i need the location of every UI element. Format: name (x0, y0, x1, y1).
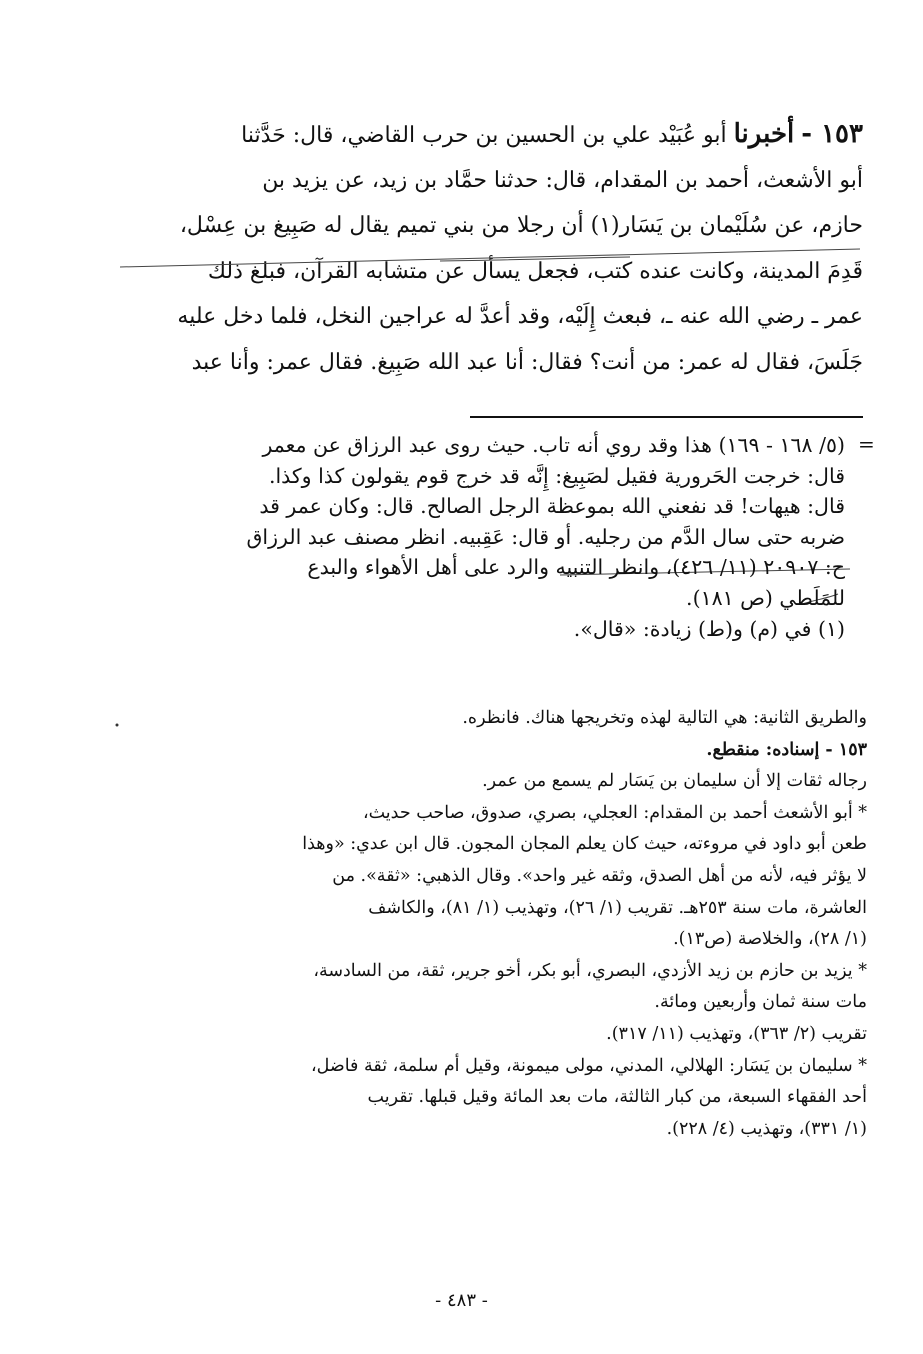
hadith-line-4: قَدِمَ المدينة، وكانت عنده كتب، فجعل يسأل عن متشابه القرآن، فبلغ ذلك (207, 258, 863, 284)
footnote-line: قال: خرجت الحَرورية فقيل لصَبِيغ: إِنَّه قد خرج قوم يقولون كذا وكذا. (268, 463, 845, 488)
commentary-line: تقريب (٢/ ٣٦٣)، وتهذيب (١١/ ٣١٧). (606, 1023, 867, 1044)
commentary-line: (١/ ٢٨)، والخلاصة (ص١٣). (673, 929, 867, 950)
footnote-line: قال: هيهات! قد نفعني الله بموعظة الرجل الصالح. قال: وكان عمر قد (259, 494, 845, 519)
commentary-line: * يزيد بن حازم بن زيد الأزدي، البصري، أبو بكر، أخو جرير، ثقة، من السادسة، (313, 960, 867, 981)
commentary-line: أحد الفقهاء السبعة، من كبار الثالثة، مات بعد المائة وقيل قبلها. تقريب (367, 1087, 867, 1108)
commentary-line: والطريق الثانية: هي التالية لهذه وتخريجها هناك. فانظره. (462, 708, 867, 728)
commentary-line: لا يؤثر فيه، لأنه من أهل الصدق، وثقه غير واحد». وقال الذهبي: «ثقة». من (332, 865, 867, 886)
commentary-line: (١/ ٣٣١)، وتهذيب (٤/ ٢٢٨). (666, 1118, 867, 1139)
footnote-line: ضربه حتى سال الدَّم من رجليه. أو قال: عَقِبيه. انظر مصنف عبد الرزاق (246, 524, 845, 549)
hadith-line-2: أبو الأشعث، أحمد بن المقدام، قال: حدثنا حمَّاد بن زيد، عن يزيد بن (262, 167, 863, 193)
commentary (145, 703, 867, 1145)
footnote-line: (١) في (م) و(ط) زيادة: «قال». (573, 616, 845, 641)
hadith-number: ١٥٣ - (801, 119, 863, 149)
continuation-marker: = (858, 432, 875, 456)
commentary-line: مات سنة ثمان وأربعين ومائة. (654, 992, 867, 1013)
footnote-line: (٥/ ١٦٨ - ١٦٩) هذا وقد روي أنه تاب. حيث روى عبد الرزاق عن معمر (262, 433, 845, 457)
commentary-line: * أبو الأشعث أحمد بن المقدام: العجلي، بصري، صدوق، صاحب حديث، (362, 802, 867, 823)
footnote-separator-rule (470, 416, 863, 418)
commentary-line: رجاله ثقات إلا أن سليمان بن يَسَار لم يسمع من عمر. (482, 771, 867, 792)
stray-dot-mark (114, 722, 120, 728)
footnotes (145, 430, 845, 644)
page-number: - ٤٨٣ - (435, 1290, 488, 1311)
pencil-underline-mark (100, 245, 870, 275)
hadith-line-3: حازم، عن سُلَيْمان بن يَسَار(١) أن رجلا من بني تميم يقال له صَبِيغ بن عِسْل، (179, 213, 863, 238)
hadith-line-1 (145, 112, 863, 158)
footnote-line: للمَلَطي (ص ١٨١). (686, 585, 845, 610)
commentary-line: طعن أبو داود في مروءته، حيث كان يعلم المجان المجون. قال ابن عدي: «وهذا (302, 834, 867, 855)
hadith-line-5: عمر ـ رضي الله عنه ـ، فبعث إِلَيْه، وقد أعدَّ له عراجين النخل، فلما دخل عليه (177, 304, 863, 329)
commentary-line: ١٥٣ - إسناده: منقطع. (706, 739, 867, 760)
footnote-line: ح: ٢٠٩٠٧ (١١/ ٤٢٦)، وانظر التنبيه والرد على أهل الأهواء والبدع (307, 555, 845, 580)
commentary-line: * سليمان بن يَسَار: الهلالي، المدني، مولى ميمونة، وقيل أم سلمة، ثقة فاضل، (310, 1055, 867, 1076)
commentary-line: العاشرة، مات سنة ٢٥٣هـ. تقريب (١/ ٢٦)، وتهذيب (١/ ٨١)، والكاشف (368, 897, 867, 918)
hadith-line-6: جَلَسَ، فقال له عمر: من أنت؟ فقال: أنا عبد الله صَبِيغ. فقال عمر: وأنا عبد (191, 349, 863, 375)
hadith-opening-word: أخبرنا (733, 119, 795, 149)
hadith-line-text: أبو عُبَيْد علي بن الحسين بن حرب القاضي، قال: حَدَّثنا (241, 123, 727, 148)
